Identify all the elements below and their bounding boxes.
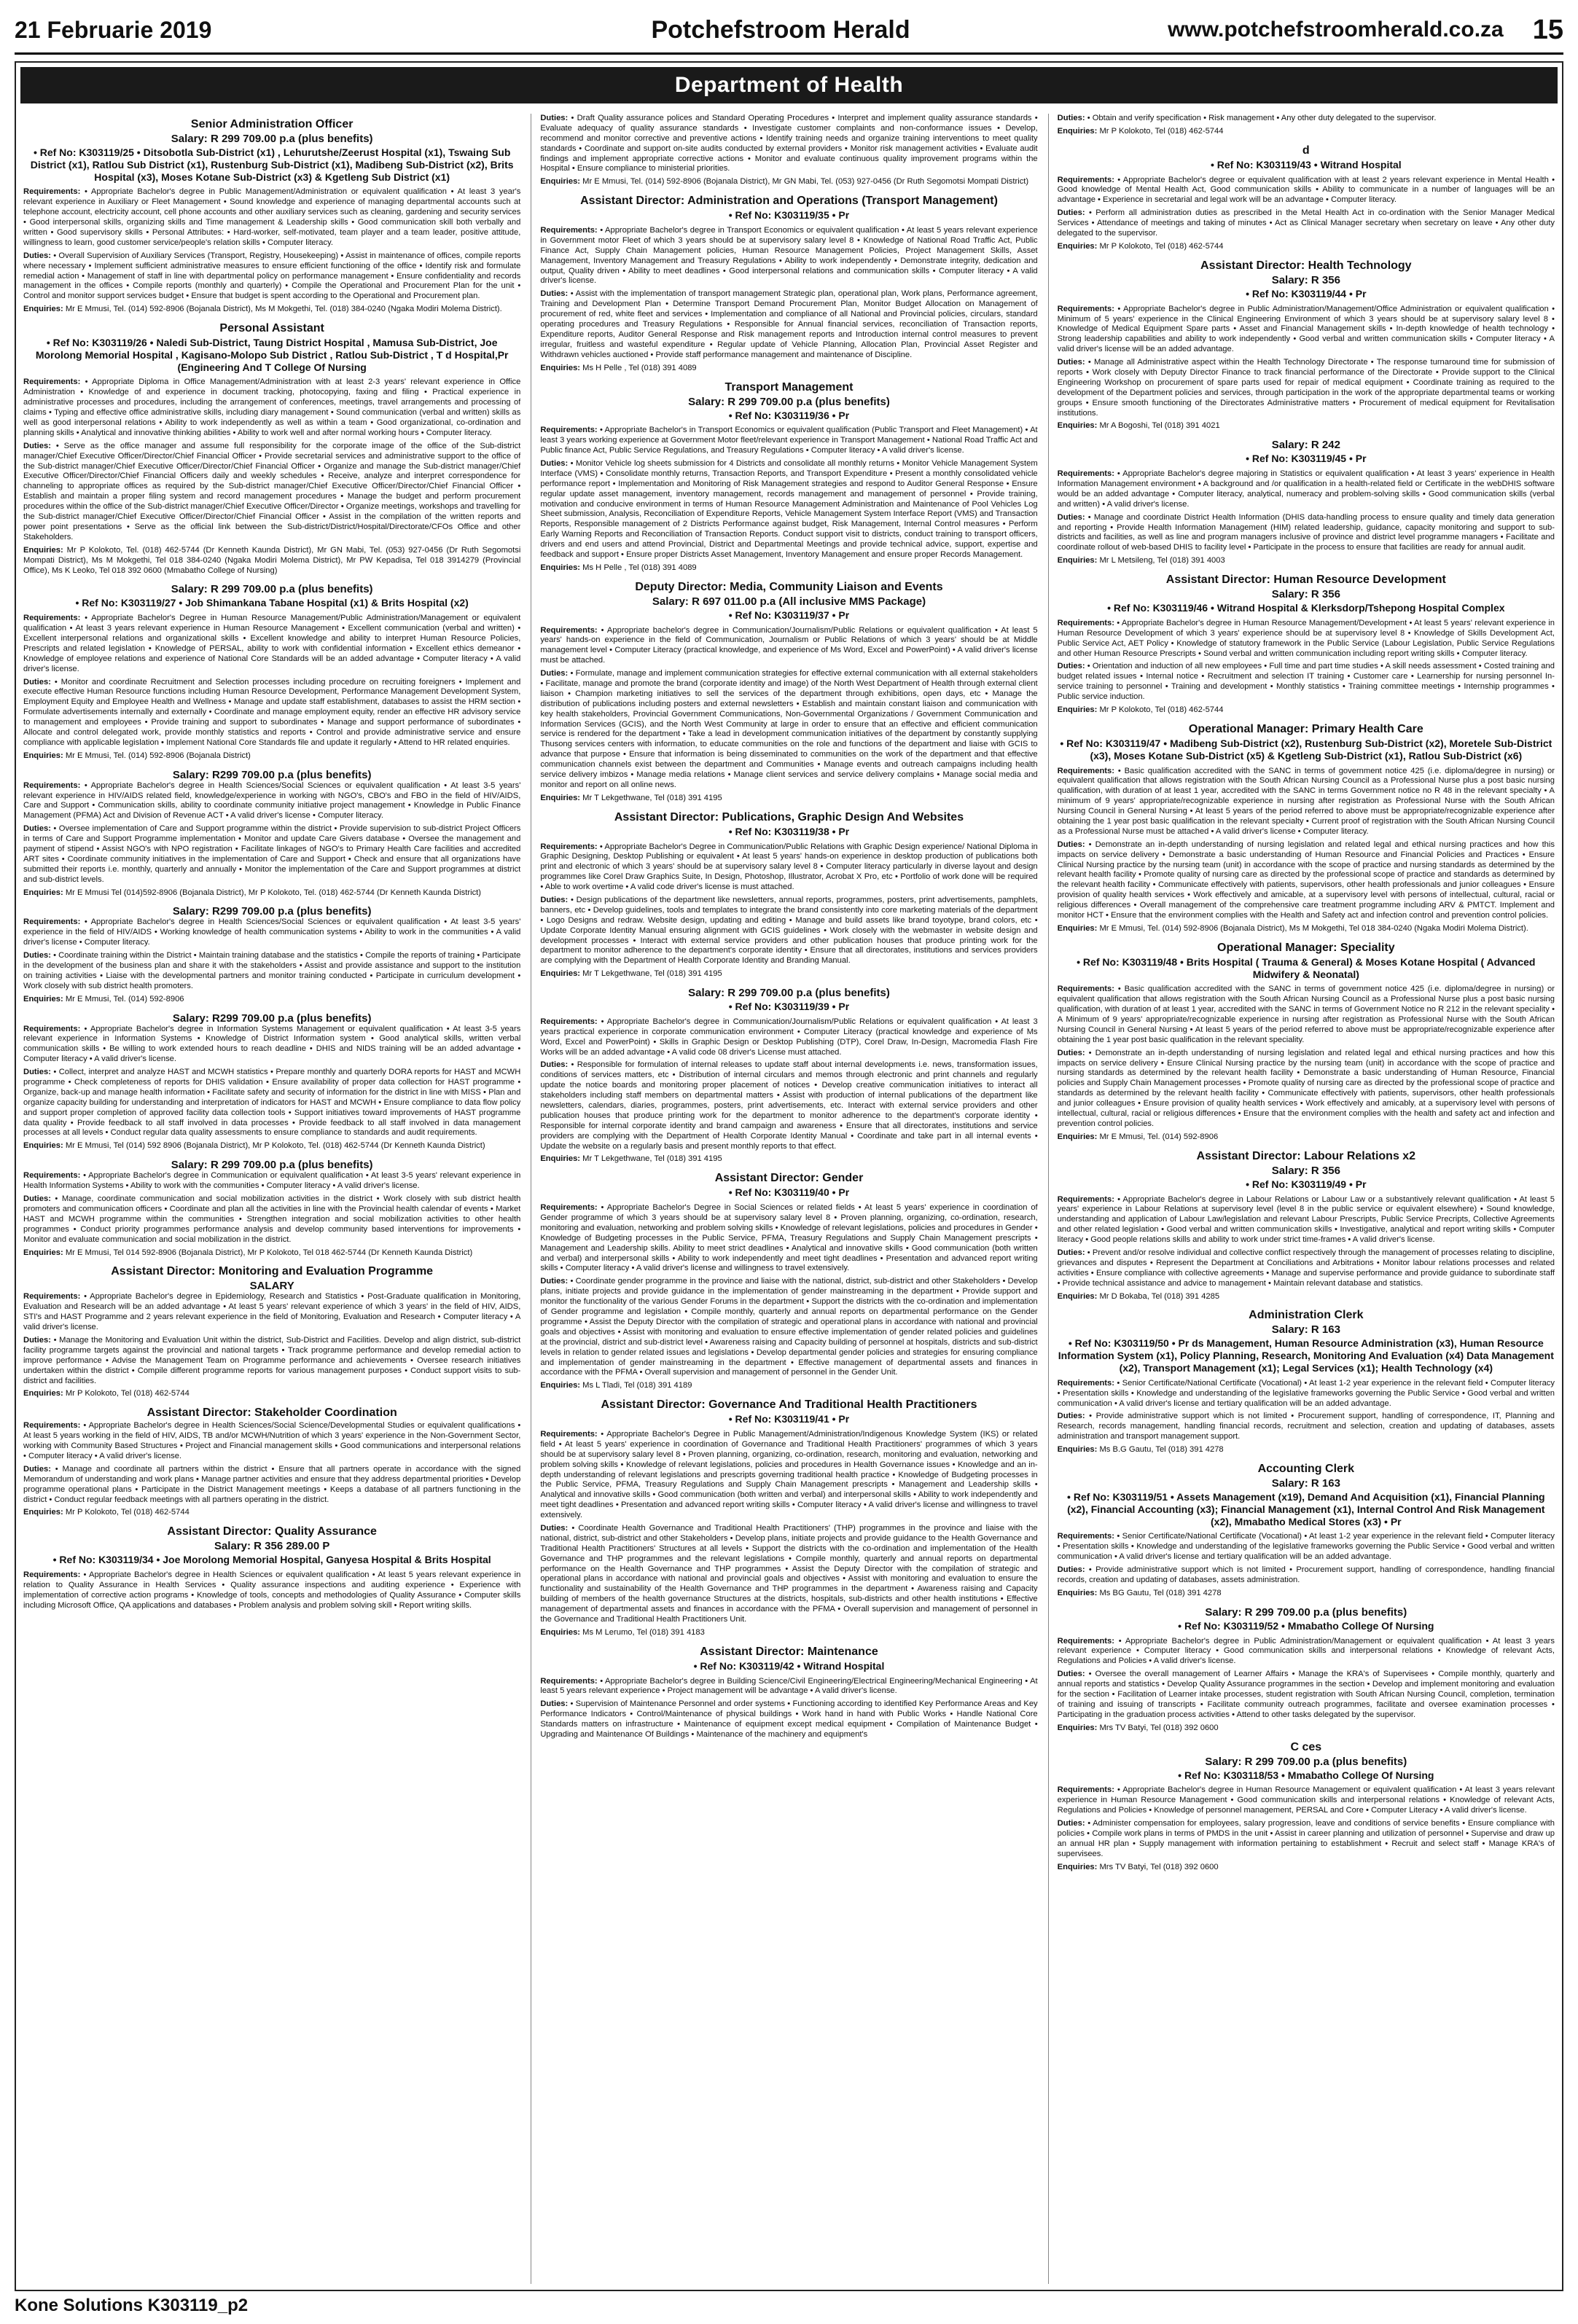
salary-line: Salary: R 299 709.00 p.a (plus benefits) bbox=[171, 583, 373, 596]
vacancy-listing bbox=[23, 769, 520, 899]
enquiries-label: Enquiries: bbox=[540, 793, 583, 802]
requirements-text: Requirements: • Appropriate Bachelor's in Transport Economics or equivalent qualification (Public Transport and Fleet Management) • At least 3 years working experience at Government Motor fleet/relevant experience in Transport Management • National Road Traffic Act and Public finance Act, Public Service Regulations, and Treasury Regulations • Computer literacy • A valid driver's license. bbox=[540, 426, 1038, 455]
duties-text: Duties: • Demonstrate an in-depth understanding of nursing legislation and related legal and ethical nursing practices and how this impacts on service delivery • Demonstrate a basic understanding of Human Resource and Financial Policies and Practices • Ensure Clinical Nursing practice by the nursing team (unit) in accordance with the scope of practice and nursing standards as determined by the relevant health facility • Promote quality of nursing care as directed by the professional scope of practice and standards as determined by the relevant health facility • Communicate effectively with patients, supervisors, other health professionals and junior colleagues • Ensure provision of quality health services • Work effectively and amicable, at a supervisory level with persons of intellectual, cultural, racial or religious differences • Overall management of the comprehensive care treatment programme including ARV & PMTCT. Implement and monitor HCT • Ensure that the environment complies with the Health and Safety act and infection control and prevention control policies. bbox=[1057, 840, 1555, 920]
enquiries-text: Enquiries: Ms BG Gautu, Tel (018) 391 4278 bbox=[1057, 1588, 1222, 1597]
post-title: Assistant Director: Maintenance bbox=[700, 1645, 878, 1658]
vacancy-listing bbox=[1058, 114, 1555, 137]
requirements-text: Requirements: • Appropriate Bachelor's degree in Information Systems Management or equivalent qualification • At least 3-5 years relevant experience in Information Systems • Knowledge of District Information system • Good analytical skills, written verbal communication skills • Be willing to work extended hours to reach deadline • DHIS and NIDS training will be an added advantage • Computer literacy • A valid driver's license. bbox=[23, 1024, 521, 1064]
reference-number: • Ref No: K303119/44 • Pr bbox=[1246, 287, 1367, 300]
issue-date: 21 Februarie 2019 bbox=[15, 16, 212, 43]
enquiries-label: Enquiries: bbox=[23, 1248, 66, 1257]
duties-label: Duties: bbox=[1057, 114, 1087, 122]
enquiries-text: Enquiries: Mr E Mmusi, Tel. (014) 592-8906 (Bojanala District), Ms M Mokgethi, Tel. (018) 384-0240 (Ngaka Modiri Molema District). bbox=[23, 305, 502, 314]
requirements-label: Requirements: bbox=[1057, 175, 1118, 184]
duties-text: Duties: • Overall Supervision of Auxiliary Services (Transport, Registry, Housekeeping) • Assist in maintenance of offices, compile reports where necessary • Implement sufficient administrative measures to ensure efficient functioning of the office • Identify risk and formulate remedial action • Management of staff in line with departmental policy on performance management • Ensure confidentiality and records management in the offices • Compile reports (monthly and quarterly) • Compile the Operational and Procurement Plan for the unit • Control and monitor support services budget • Ensure that budget is spent according to the Operational and Procurement plan. bbox=[23, 251, 521, 301]
enquiries-label: Enquiries: bbox=[540, 563, 583, 572]
reference-number: • Ref No: K303119/36 • Pr bbox=[728, 409, 850, 421]
duties-text: Duties: • Coordinate gender programme in the province and liaise with the national, district, sub-district and other Stakeholders • Develop plans, initiate projects and provide guidance in the implementation of gender mainstreaming in the department • Provide support and monitor the functionality of the various Gender Forums in the department • Support the districts with the co-ordination and implementation of Gender programme and legislation • Compile monthly, quarterly and annual reports on departmental performance on the Gender programme • Assist the Deputy Director with the compilation of strategic and operational plans in accordance with national and provincial goals and objectives • Assist with monitoring and evaluation to ensure effective implementation of gender related policies and guidelines at the provincial, district and sub-district level • Awareness raising and Capacity building of personnel at hospitals, districts and sub-district levels in relation to gender related issues and legislations • Develop departmental gender policies and strategies for ensuring compliance and implementation of gender mainstreaming in the department • Effective management of departmental assets and finances in accordance with the PFMA • Overall supervision and management of personnel in the Gender Unit. bbox=[540, 1277, 1038, 1377]
post-title: Assistant Director: Publications, Graphic Design And Websites bbox=[614, 810, 964, 823]
requirements-text: Requirements: • Appropriate Bachelor's degree in Labour Relations or Labour Law or a substantively relevant qualification • At least 5 years' experience in Labour Relations at supervisory level (level 8 in the public service or equivalent elsewhere) • Sound knowledge, understanding and application of Labour Law/legislation and relevant Labour Prescripts, Public Service Precripts, Collective Agreements and other related legislation • Good verbal and written communication skills • Investigative, analytical and report writing skills • Computer literacy • Good people relations skills and ability to work under strict time-frames • A valid driver's license. bbox=[1057, 1194, 1555, 1245]
requirements-text: Requirements: • Appropriate Diploma in Office Management/Administration with at least 2-3 years' relevant experience in Office Administration • Knowledge of and experience in document tracking, photocopying, faxing and filing • Practical experience in administrative processes and procedures, including the arrangement of conferences, meetings, travel arrangements and processing of claims • Typing and effective office administrative skills, including diary management • Sound communication (verbal and written) skills as well as good interpersonal relations • Ability to work independently as well as within a team • Good organizational, co-ordination and planning skills • Analytical and innovative thinking abilities • Ability to work well and after normal working hours • Computer literacy. bbox=[23, 377, 521, 437]
enquiries-label: Enquiries: bbox=[23, 545, 67, 555]
vacancy-listing bbox=[540, 381, 1037, 574]
vacancy-listing bbox=[540, 1172, 1037, 1391]
post-title: Assistant Director: Administration and Operations (Transport Management) bbox=[580, 195, 998, 208]
vacancy-listing bbox=[23, 905, 520, 1004]
vacancy-listing bbox=[23, 118, 520, 315]
vacancy-listing bbox=[23, 1159, 520, 1258]
requirements-label: Requirements: bbox=[1057, 469, 1117, 479]
enquiries-label: Enquiries: bbox=[540, 177, 583, 187]
requirements-text: Requirements: • Appropriate Bachelor's degree in Communication or equivalent qualification • At least 3-5 years' relevant experience in Health Information Systems • Ability to work with the communities • Computer literacy • A valid driver's license. bbox=[23, 1171, 521, 1191]
duties-text: Duties: • Formulate, manage and implement communication strategies for effective external communication with all external stakeholders • Facilitate, manage and promote the brand (corporate identity and image) of the North West Department of Health through external client liaison • Champion marketing initiatives to sell the services of the department through exhibitions, open days, etc • Manage the distribution of publications including posters and external newsletters • Establish and maintain constant liaison and communication with key health stakeholders, Provincial Government Communications, Non-Governmental Organizations / Government Communication and Information Services (GCIS), and the North West Community at large in order to ensure that an effective and efficient communication service is rendered for the department • Take a lead in development communication initiatives of the department by constantly supplying Thusong services centers with information, to educate communities on the role and functions of the department and liaise with GCIS to advance that purpose • Ensure that information is being disseminated to communities on the work of the department and that effective communication channels exist between the department and Communities • Manage events and outreach campaigns including health service delivery imbizos • Manage media relations • Manage client services and service delivery complains • Manage social media and monitor and report on all online news. bbox=[540, 669, 1038, 789]
enquiries-text: Enquiries: Ms H Pelle , Tel (018) 391 4089 bbox=[540, 363, 697, 372]
requirements-text: Requirements: • Appropriate Bachelor's Degree in Social Sciences or related fields • At least 5 years' experience in coordination of Gender programme of which 3 years should be at supervisory salary level 8 • Proven planning, organizing, co-ordination, research, monitoring and evaluation, networking and problem solving skills • Knowledge of relevant legislations, policies and procedures in Gender • Knowledge of Budgeting processes in the Public Service, PFMA, Treasury Regulations and Supply Chain Management prescripts • Management and Leadership skills. Ability to meet strict deadlines • Analytical and innovative skills • Good communication (both written and verbal) and interpersonal skills • Ability to work independently and meet tight deadlines • Presentation and advanced report writing skills • Computer literacy • A valid driver's license and willingness to travel extensively. bbox=[540, 1203, 1038, 1273]
requirements-label: Requirements: bbox=[23, 1570, 84, 1580]
vacancy-listing bbox=[540, 114, 1037, 187]
reference-number: • Ref No: K303118/53 • Mmabatho College Of Nursing bbox=[1178, 1769, 1434, 1781]
duties-text: Duties: • Manage and coordinate District Health Information (DHIS data-handling process to ensure quality and timely data generation and reporting • Provide Health Information Management (HIM) related leadership, guidance, capacity monitoring and support to sub-districts and facilities, as well as line and program managers inclusive of province and district level programme managers • Facilitate and coordinate rollout of web-based DHIS to facility level • Participate in the process to ensure that facilities are ready for annual audit. bbox=[1057, 512, 1555, 552]
duties-label: Duties: bbox=[1057, 208, 1089, 218]
enquiries-text: Enquiries: Mr E Mmusi, Tel 014 592-8906 (Bojanala District), Mr P Kolokoto, Tel 018 462-5744 (Dr Kenneth Kaunda District) bbox=[23, 1248, 473, 1257]
duties-text: Duties: • Manage all Administrative aspect within the Health Technology Directorate • The response turnaround time for submission of reports • Work closely with Deputy Director Finance to track financial performance of the Directorate • Provide support to the Clinical Engineering Workshop on procurement of spare parts used for repair of medical equipment • Coordinate training as required to the development of the Department policies and services, through participation in the work of the appropriate departmental teams or working groups • Ensure smooth functioning of the Directorates Administrative matters • Procurement of medical equipment for Revitalisation institutions. bbox=[1057, 358, 1555, 418]
salary-line: Salary: R299 709.00 p.a (plus benefits) bbox=[172, 1012, 372, 1025]
enquiries-text: Enquiries: Mr E Mmusi, Tel. (014) 592-8906 bbox=[1057, 1132, 1219, 1141]
duties-label: Duties: bbox=[1057, 358, 1088, 367]
reference-number: • Ref No: K303119/27 • Job Shimankana Tabane Hospital (x1) & Brits Hospital (x2) bbox=[75, 597, 469, 609]
requirements-text: Requirements: • Appropriate Bachelor's degree in Public Administration/Management/Office Administration or equivalent qualification • Minimum of 5 years' experience in the Clinical Engineering Environment of which 3 years should be at supervisory salary level 8 • Knowledge of Medical Equipment Spare parts • Asset and Financial Management skills • In-depth knowledge of health technology • Strong leadership capabilities and ability to work independently • Good verbal and written communication skills • Computer literacy • A valid driver's license will be an added advantage. bbox=[1057, 304, 1555, 354]
requirements-text: Requirements: • Appropriate Bachelor's degree in Health Sciences/Social Science/Developmental Studies or equivalent qualifications • At least 5 years working in the field of HIV, AIDS, TB and/or MCWH/Nutrition of which 3 years' experience in the Non-Government Sector, working with Community Based Structures • Project and Financial management skills • Good communications and interpersonal relations • Computer literacy • A valid driver's license. bbox=[23, 1421, 521, 1460]
salary-line: SALARY bbox=[249, 1280, 294, 1293]
salary-line: Salary: R 163 bbox=[1271, 1323, 1340, 1337]
requirements-text: Requirements: • Appropriate Bachelor's degree in Communication/Journalism/Public Relations or equivalent qualification • At least 3 years practical experience in corporate communication environment • Computer Literacy (practical knowledge and experience of Ms Word, Excel and PowerPoint) • Skills in Graphic Design or Desktop Publishing (DTP), Corel Draw, In-Design, Macromedia Flash Fire Works will be an added advantage • A valid code 08 driver's License must attached. bbox=[540, 1017, 1038, 1057]
salary-line: Salary: R 356 bbox=[1271, 1164, 1340, 1177]
vacancy-listing bbox=[1058, 942, 1555, 1143]
salary-line: Salary: R 299 709.00 p.a (plus benefits) bbox=[688, 987, 890, 1000]
enquiries-label: Enquiries: bbox=[540, 1154, 583, 1164]
duties-label: Duties: bbox=[1057, 1670, 1089, 1679]
enquiries-label: Enquiries: bbox=[1057, 1132, 1100, 1141]
enquiries-label: Enquiries: bbox=[23, 1389, 66, 1398]
enquiries-label: Enquiries: bbox=[1057, 1723, 1100, 1732]
reference-number: • Ref No: K303119/37 • Pr bbox=[728, 609, 850, 621]
enquiries-label: Enquiries: bbox=[540, 1627, 583, 1637]
vacancy-listing bbox=[23, 583, 520, 761]
post-title: Senior Administration Officer bbox=[190, 118, 354, 130]
reference-number: • Ref No: K303119/43 • Witrand Hospital bbox=[1210, 158, 1402, 171]
vacancy-listing bbox=[540, 987, 1037, 1165]
requirements-text: Requirements: • Appropriate Bachelor's degree in Health Sciences or equivalent qualification • At least 5 years relevant experience in relation to Quality Assurance in Health Services • Quality assurance inspections and auditing experience • Experience with implementation of corrective action programs • Knowledge of tools, concepts and methodologies of Quality Assurance • Computer skills including Microsoft Office, QA applications and databases • Problem analysis and problem solving skill • Report writing skills. bbox=[23, 1570, 521, 1610]
vacancy-listing bbox=[23, 1265, 520, 1399]
requirements-label: Requirements: bbox=[540, 842, 600, 851]
duties-text: Duties: • Responsible for formulation of internal releases to update staff about internal developments i.e. news, transformation issues, conditions of services matters, etc • Distribution of internal circulars and memos through electronic and print channels and regularly update the notice boards and monitoring proper placement of notices • Develop creative communication initiatives to interact all stakeholders including staff members on departmental matters • Assist with production of internal publications of the department like newsletters, calendars, diaries, programmes, posters, print advertisements, etc. Interact with external service providers and other publication houses that produce printing work for the department to monitor adherence to the department's corporate identity • Responsible for internal corporate identity and brand campaign and awareness • Ensure that all directorates, institutions and service providers are complying with the Department of Health Corporate Identity Manual • Coordinate and take part in all internal events • Update the website on a regularly basis and present monthly reports to that effect. bbox=[540, 1060, 1038, 1151]
vacancy-listing bbox=[540, 1646, 1037, 1740]
reference-number: • Ref No: K303119/42 • Witrand Hospital bbox=[693, 1659, 885, 1672]
enquiries-text: Enquiries: Mr A Bogoshi, Tel (018) 391 4021 bbox=[1057, 421, 1220, 431]
duties-label: Duties: bbox=[1057, 1248, 1087, 1257]
enquiries-text: Enquiries: Mrs TV Batyi, Tel (018) 392 0600 bbox=[1057, 1862, 1219, 1871]
post-title: Assistant Director: Health Technology bbox=[1200, 259, 1412, 272]
requirements-label: Requirements: bbox=[1057, 985, 1118, 994]
salary-line: Salary: R 299 709.00 p.a (plus benefits) bbox=[1205, 1755, 1407, 1768]
requirements-label: Requirements: bbox=[23, 1171, 84, 1181]
duties-label: Duties: bbox=[540, 289, 571, 299]
reference-number: • Ref No: K303119/52 • Mmabatho College Of Nursing bbox=[1178, 1619, 1434, 1632]
duties-text: Duties: • Perform all administration duties as prescribed in the Metal Health Act in co-ordination with the Senior Manager Medical Services • Attendance of meetings and taking of minutes • Act as Clinical Manager secretary when secretary on leave • Any other duty delegated to the supervisor. bbox=[1057, 208, 1555, 238]
requirements-text: Requirements: • Basic qualification accredited with the SANC in terms of government notice 425 (i.e. diploma/degree in nursing) or equivalent qualification that allows registration with the South African Nursing Council as a Professional Nurse plus a post basic nursing qualification, with duration of at least 1 year, accredited with the SANC in terms Government notice no R 48 in the relevant specialty • A minimum of 9 years' appropriate/recognizable experience in nursing after registration as Professional Nurse with the South African Nursing Council in General Nursing • At least 5 years of the period referred to above must be appropriate/recognizable experience after obtaining the 1 year post basic qualification in the relevant specialty • Current proof of registration with the South African Nursing Council as a Professional Nurse must be attached • A valid driver's license • Computer literacy. bbox=[1057, 766, 1555, 836]
enquiries-label: Enquiries: bbox=[1057, 705, 1100, 715]
enquiries-text: Enquiries: Mr P Kolokoto, Tel (018) 462-5744 bbox=[23, 1508, 190, 1517]
enquiries-text: Enquiries: Mr T Lekgethwane, Tel (018) 391 4195 bbox=[540, 1154, 722, 1164]
enquiries-label: Enquiries: bbox=[23, 751, 66, 760]
enquiries-text: Enquiries: Mrs TV Batyi, Tel (018) 392 0600 bbox=[1057, 1723, 1219, 1732]
post-title: Deputy Director: Media, Community Liaison and Events bbox=[635, 580, 943, 593]
enquiries-text: Enquiries: Mr P Kolokoto, Tel (018) 462-5744 bbox=[1057, 705, 1224, 715]
duties-text: Duties: • Collect, interpret and analyze HAST and MCWH statistics • Prepare monthly and quarterly DORA reports for HAST and MCWH programme • Check completeness of reports for DHIS validation • Ensure availability of proper data collection for HAST programme • Organize, back-up and manage health information • Facilitate safety and security of information for the district in line with MISS • Plan and organize capacity building for understanding and interpretation of indicators for HAST and MCWH • Ensure compliance to data flow policy and support proper completion of approved facility data collection tools • Support initiatives toward improvements of HAST programme data quality • Provide feedback to all staff involved in data processes • Provide feedback to all staff involved in data management processes at all levels • Conduct regular data quality assessments to ensure compliance to standards and audit requirements. bbox=[23, 1068, 521, 1138]
duties-text: Duties: • Manage the Monitoring and Evaluation Unit within the district, Sub-District and Facilities. Develop and align district, sub-district facility programme targets against the provincial and national targets • Track programme performance and develop remedial action to improve performance • Advise the Management Team on Programme performance and achievements • Oversee research initiatives undertaken within the district • Compile different programme reports for various management purposes • Conduct support visits to sub-district and facilities. bbox=[23, 1335, 521, 1385]
requirements-label: Requirements: bbox=[1057, 1785, 1117, 1795]
salary-line: Salary: R 697 011.00 p.a (All inclusive MMS Package) bbox=[652, 595, 926, 608]
requirements-label: Requirements: bbox=[23, 1292, 85, 1302]
requirements-label: Requirements: bbox=[540, 1676, 601, 1686]
salary-line: Salary: R 242 bbox=[1271, 439, 1340, 452]
duties-label: Duties: bbox=[23, 251, 54, 260]
post-title: d bbox=[1302, 144, 1310, 157]
requirements-label: Requirements: bbox=[1057, 304, 1118, 313]
duties-text: Duties: • Manage, coordinate communication and social mobilization activities in the district • Work closely with sub district health promoters and communication officers • Coordinate and plan all the activities in line with the Provincial health calendar of events • Market HAST and MCWH programme within the communities • Strengthen integration and social mobilization activities to other health programmes • Conduct priority programmes performance analysis and develop community based interventions for improvements • Monitor and evaluate communication and social mobilization in the district. bbox=[23, 1194, 521, 1244]
duties-text: Duties: • Demonstrate an in-depth understanding of nursing legislation and related legal and ethical nursing practices and how this impacts on service delivery • Ensure Clinical Nursing practice by the nursing team (unit) in accordance with the scope of practice and nursing standards as determined by the relevant health facility • Demonstrate a basic understanding of Human Resource, Financial policies and Supply Chain Management processes • Promote quality of nursing care as directed by the professional scope of practice and standards as determined by the relevant health facility • Communicate effectively with patients, supervisors, other health professionals and junior colleagues • Ensure provision of quality health services • Work effectively and amicably, at a supervisory level with persons of intellectual, cultural, racial or religious differences • Ensure that the environment complies with the health and safety act and infection and prevention control policies. bbox=[1057, 1048, 1555, 1128]
duties-label: Duties: bbox=[23, 951, 54, 960]
column-1 bbox=[23, 114, 520, 2284]
requirements-text: Requirements: • Appropriate Bachelor's degree in Building Science/Civil Engineering/Electrical Engineering/Mechanical Engineering • At least 5 years relevant experience • Project management will be advantage • A valid driver's license. bbox=[540, 1676, 1038, 1696]
duties-label: Duties: bbox=[23, 441, 56, 450]
duties-label: Duties: bbox=[540, 895, 571, 904]
requirements-text: Requirements: • Appropriate Bachelor's degree in Health Sciences/Social Sciences or equivalent qualification • At least 3-5 years' experience in the field of HIV/AIDS • Working knowledge of health communication systems • Ability to work in the communities • A valid driver's license • Computer literacy. bbox=[23, 918, 521, 947]
vacancy-listing bbox=[23, 322, 520, 576]
requirements-label: Requirements: bbox=[540, 226, 601, 235]
requirements-text: Requirements: • Appropriate Bachelor's degree in Human Resource Management/Development • At least 5 years' relevant experience in Human Resource Development of which 3 years' experience should be at supervisory level 8 • Knowledge of Skills Development Act, Public Service Act, AET Policy • Knowledge of statutory framework in the Public Service (Labour Legislation, Public Service Regulations and other Human Resource Prescripts • Sound verbal and written communication including report writing skills • Computer literacy. bbox=[1057, 618, 1555, 658]
enquiries-text: Enquiries: Mr P Kolokoto, Tel (018) 462-5744 bbox=[1057, 126, 1224, 136]
requirements-label: Requirements: bbox=[1057, 1532, 1117, 1541]
vacancy-listing bbox=[540, 195, 1037, 373]
salary-line: Salary: R299 709.00 p.a (plus benefits) bbox=[172, 768, 372, 781]
requirements-label: Requirements: bbox=[540, 625, 601, 635]
salary-line: Salary: R 163 bbox=[1271, 1477, 1340, 1490]
duties-text: Duties: • Assist with the implementation of transport management Strategic plan, operational plan, Work plans, Performance agreement, Training and Development Plan • Determine Transport Demand Procurement Plan, Monitor Budget Allocation on Management of procurement of red, white fleet and services • Implementation and compliance of all National and Provincial policies, circulars, standard operating procedures and Treasury Regulations • Responsible for Annual financial services, reconciliation of Transaction reports, Expenditure reports, Auditor General Response and Risk management reports and Introduction internal control measures to prevent irregular, fruitless and wasteful expenditure • Regular update of Vehicle Planning, Allocation Plan, Provincial Asset Register and Withdrawn vehicles auctioned • Provide staff performance management and maintenance of Discipline. bbox=[540, 289, 1038, 359]
post-title: C ces bbox=[1290, 1740, 1322, 1753]
enquiries-text: Enquiries: Mr E Mmusi, Tel (014) 592 8906 (Bojanala District), Mr P Kolokoto, Tel. (018) 462-5744 (Dr Kenneth Kaunda District) bbox=[23, 1141, 485, 1151]
duties-label: Duties: bbox=[540, 1699, 571, 1709]
requirements-label: Requirements: bbox=[540, 1429, 601, 1439]
duties-text: Duties: • Orientation and induction of all new employees • Full time and part time studies • A skill needs assessment • Costed training and budget related issues • Internal notice • Recruitment and selection IT training • Customer care • Learnership for nursing personnel In-service training to personnel • Training and development • Monthly statistics • Training committee meetings • Internship programmes • Public service induction. bbox=[1057, 662, 1555, 702]
reference-number: • Ref No: K303119/38 • Pr bbox=[728, 825, 850, 837]
enquiries-label: Enquiries: bbox=[1057, 556, 1100, 566]
duties-text: Duties: • Oversee the overall management of Learner Affairs • Manage the KRA's of Supervisees • Compile monthly, quarterly and annual reports and statistics • Develop Quality Assurance programmes in the section • Develop and implement monitoring and evaluation for the section • Facilitation of Learner intake processes, student registration with South African Nursing Council, completion, termination of training and issuing of transcripts • Facilitate community outreach programmes, facilitate and oversee examination processes • Participating in the graduation process activities • Attend to other tasks delegated by the supervisor. bbox=[1057, 1670, 1555, 1719]
reference-number: • Ref No: K303119/35 • Pr bbox=[728, 209, 850, 222]
duties-label: Duties: bbox=[540, 1060, 571, 1070]
vacancy-listing bbox=[1058, 439, 1555, 566]
vacancy-listing bbox=[23, 1525, 520, 1611]
vacancy-listing bbox=[1058, 1463, 1555, 1599]
duties-label: Duties: bbox=[23, 1068, 54, 1077]
salary-line: Salary: R 299 709.00 p.a (plus benefits) bbox=[171, 133, 373, 145]
requirements-text: Requirements: • Appropriate Bachelor's degree in Transport Economics or equivalent qualification • At least 5 years relevant experience in Government motor Fleet of which 3 years should be at supervisory salary level 8 • Knowledge of National Road Traffic Act, Public Finance Act, Supply Chain Management policies, Human Resource Management Policies, Project Management Skills, Asset Management, Inventory Management and Treasury Regulations • Ability to work independently • Demonstrate integrity, dedication and output, Quality driven • Ability to meet deadlines • Good interpersonal relations and communication skills • Computer literacy • A valid driver's license. bbox=[540, 226, 1038, 286]
duties-label: Duties: bbox=[1057, 662, 1087, 671]
footer-code: Kone Solutions K303119_p2 bbox=[15, 2296, 249, 2315]
duties-label: Duties: bbox=[540, 669, 571, 678]
duties-label: Duties: bbox=[1057, 1048, 1089, 1057]
vacancy-listing bbox=[1058, 1150, 1555, 1302]
post-title: Assistant Director: Labour Relations x2 bbox=[1196, 1149, 1416, 1162]
duties-text: Duties: • Provide administrative support which is not limited • Procurement support, handling of correspondence, handling financial records, creation and updating of databases, assets administration. bbox=[1057, 1565, 1555, 1584]
duties-label: Duties: bbox=[540, 1523, 572, 1533]
page-number: 15 bbox=[1532, 14, 1563, 45]
salary-line: Salary: R 356 bbox=[1271, 588, 1340, 601]
enquiries-label: Enquiries: bbox=[1057, 1445, 1100, 1455]
reference-number: • Ref No: K303119/51 • Assets Management (x19), Demand And Acquisition (x1), Financial Planning (x2), Financial Accounting (x3); Financial Management (x1), Internal Control And Risk Management (x2), Mmabatho Medical Stores (x3) • Pr bbox=[1067, 1491, 1545, 1527]
requirements-text: Requirements: • Appropriate Bachelor's Degree in Communication/Public Relations with Graphic Design experience/ National Diploma in Graphic Designing, Desktop Publishing or equivalent • At least 5 years' hands-on experience in desktop production of publications both print and electronic of which 3 years' should be at supervisory salary level 8 • Computer literacy particularly in diverse layout and design programmes like Corel Draw Graphics Suite, In Design, Photoshop, Illustrator, Acrobat X Pro, etc • Portfolio of work done will be required • Able to work overtime • A valid code driver's license is must attached. bbox=[540, 842, 1038, 892]
requirements-text: Requirements: • Appropriate Bachelor's degree in Public Administration/Management or equivalent qualification • At least 3 years relevant experience • Computer literacy • Good communication skills and interpersonal relations • Knowledge of relevant Acts, Regulations and Policies • A valid driver's license. bbox=[1057, 1636, 1555, 1666]
requirements-label: Requirements: bbox=[1057, 1378, 1117, 1388]
duties-label: Duties: bbox=[540, 114, 571, 122]
duties-text: Duties: • Monitor and coordinate Recruitment and Selection processes including procedure on recruiting foreigners • Implement and execute effective Human Resource functions including Human Resource Development, Performance Management Development System, Employment Equity and Employee Health and Wellness • Manage and update staff establishment, databases to assist the HRM section • Formulate advertisements internally and externally • Coordinate and manage employment equity, render an effective HR advisory service to management and employees • Provide training and support to subordinates • Manage and support performance of subordinates • Allocate and control delegated work, provide monthly statistics and reports • Control and provide administrative service and ensure compliance with applicable legislation • Implement National Core Standards file and update it regularly • Attend to HR related enquiries. bbox=[23, 677, 521, 747]
requirements-label: Requirements: bbox=[540, 1017, 601, 1026]
duties-label: Duties: bbox=[1057, 1565, 1089, 1575]
enquiries-text: Enquiries: Mr T Lekgethwane, Tel (018) 391 4195 bbox=[540, 969, 722, 979]
duties-label: Duties: bbox=[23, 1194, 55, 1204]
requirements-label: Requirements: bbox=[23, 780, 85, 790]
requirements-label: Requirements: bbox=[23, 187, 85, 197]
requirements-text: Requirements: • Appropriate Bachelor's degree in Public Management/Administration or equivalent qualification • At least 3 year's relevant experience in Auxiliary or Fleet Management • Sound knowledge and experience of managing departmental accounts such at telephone account, electricity account, cell phone accounts and other auxiliary services such as cleaning, gardening and security services • Good interpersonal skills, organizing skills and Time management & Leadership skills • Good communication skill both verbally and written • Good supervisory skills • Personal Attributes: • Hard-worker, self-motivated, team player and a team leader, positive attitude, willingness to learn, good customer service/people's relation skills • Computer literacy. bbox=[23, 187, 521, 247]
vacancy-listing bbox=[1058, 144, 1555, 252]
reference-number: • Ref No: K303119/34 • Joe Morolong Memorial Hospital, Ganyesa Hospital & Brits Hospital bbox=[52, 1554, 491, 1566]
requirements-text: Requirements: • Appropriate Bachelor's degree majoring in Statistics or equivalent qualification • At least 3 years' experience in Health Information Management environment • A background and /or qualification in a health-related field or Certificate in the webDHIS software would be an added advantage • Computer literacy, analytical, numeracy and problem-solving skills • Good communication skills (verbal and written) • A valid driver's license. bbox=[1057, 469, 1555, 509]
requirements-label: Requirements: bbox=[23, 918, 85, 927]
reference-number: • Ref No: K303119/46 • Witrand Hospital & Klerksdorp/Tshepong Hospital Complex bbox=[1107, 602, 1505, 614]
requirements-label: Requirements: bbox=[23, 377, 85, 387]
duties-label: Duties: bbox=[23, 677, 55, 686]
post-title: Accounting Clerk bbox=[1257, 1463, 1355, 1476]
newspaper-masthead bbox=[15, 7, 1563, 55]
requirements-text: Requirements: • Appropriate bachelor's degree in Communication/Journalism/Public Relations or equivalent qualification • At least 5 years' hands-on experience in the field of Communication, Journalism or Public Relations of which 3 years' should be at Middle management level • Computer Literacy (practical knowledge, and experience of Ms Word, Excel and PowerPoint) • A valid driver's license must be attached. bbox=[540, 625, 1038, 665]
duties-text: Duties: • Draft Quality assurance polices and Standard Operating Procedures • Interpret and implement quality assurance standards • Evaluate adequacy of quality assurance standards • Investigate customer complaints and non-conformance issues • Develop, recommend and monitor corrective and preventive actions • Identify training needs and organize training interventions to meet quality standards • Coordinate and support on-site audits conducted by external providers • Monitor risk management activities • Evaluate audit findings and implement appropriate corrective actions • Monitor and evaluate continuous quality improvement programs within the Hospital • Ensure compliance to ministerial priorities. bbox=[540, 114, 1038, 173]
duties-text: Duties: • Prevent and/or resolve individual and collective conflict respectively through the management of processes relating to discipline, grievances and disputes • Represent the Department at Conciliations and Arbitrations • Monitor labour relations processes and related activities • Ensure compliance with collective agreements • Manage and supervise performance and provide guidance to subordinate staff • Provide technical assistance and advice to management • Maintain relevant database and statistics. bbox=[1057, 1248, 1555, 1288]
enquiries-label: Enquiries: bbox=[540, 969, 583, 979]
duties-label: Duties: bbox=[1057, 1819, 1088, 1828]
enquiries-text: Enquiries: Mr L Metsileng, Tel (018) 391 4003 bbox=[1057, 556, 1225, 566]
newspaper-name: Potchefstroom Herald bbox=[651, 15, 910, 44]
requirements-text: Requirements: • Appropriate Bachelor's Degree in Public Management/Administration/Indigenous Knowledge System (IKS) or related field • At least 5 years' experience in coordination of Governance and Traditional Health Practitioners' programmes of which 3 years should be at supervisory salary level 8 • Proven planning, organizing, co-ordination, research, monitoring and evaluation, networking and problem solving skills • Knowledge of relevant legislations, policies and procedures in Health Governance issues • Knowledge and an in-depth understanding of relevant legislations and prescripts governing traditional health practice • Knowledge of Budgeting processes in the Public Service, PFMA, Treasury Regulations and Supply Chain Management prescripts • Management and Leadership skills • Analytical and innovative skills • Good communication (both written and verbal) and interpersonal skills • Ability to work independently and meet tight deadlines • Presentation and advanced report writing skills • Computer literacy • A valid driver's license and willingness to travel extensively. bbox=[540, 1429, 1038, 1520]
enquiries-label: Enquiries: bbox=[1057, 421, 1100, 431]
enquiries-text: Enquiries: Ms L Tladi, Tel (018) 391 4189 bbox=[540, 1381, 692, 1390]
salary-line: Salary: R 356 289.00 P bbox=[214, 1540, 330, 1553]
enquiries-text: Enquiries: Ms B.G Gautu, Tel (018) 391 4278 bbox=[1057, 1445, 1224, 1455]
requirements-label: Requirements: bbox=[23, 614, 85, 623]
reference-number: • Ref No: K303119/41 • Pr bbox=[728, 1413, 850, 1425]
vacancy-listing bbox=[23, 1406, 520, 1518]
duties-text: Duties: • Coordinate training within the District • Maintain training database and the statistics • Compile the reports of training • Participate in the development of the business plan and share it with the stakeholders • Assist and provide assistance and support to the institution on training activities • Liaise with the developmental partners and monitor training conducted • Participate in curriculum development • Work closely with sub district health promoters. bbox=[23, 951, 521, 990]
salary-line: Salary: R 299 709.00 p.a (plus benefits) bbox=[688, 395, 890, 408]
requirements-label: Requirements: bbox=[1057, 766, 1118, 775]
post-title: Operational Manager: Primary Health Care bbox=[1188, 722, 1423, 735]
duties-label: Duties: bbox=[1057, 512, 1088, 522]
post-title: Transport Management bbox=[724, 380, 854, 394]
enquiries-label: Enquiries: bbox=[1057, 923, 1100, 933]
duties-text: Duties: • Supervision of Maintenance Personnel and order systems • Functioning according to identified Key Performance Areas and Key Performance Indicators • Control/Maintenance of physical buildings • Work hand in hand with Public Works • Handle National Core Standards matters on infrastructure • Maintenance of equipment except medical equipment • Compilation of Maintenance Budget • Upgrading and Maintenance Of Buildings • Maintenance of the machinery and equipment's bbox=[540, 1699, 1038, 1740]
duties-label: Duties: bbox=[23, 824, 54, 834]
enquiries-text: Enquiries: Mr P Kolokoto, Tel (018) 462-5744 bbox=[23, 1389, 190, 1398]
requirements-label: Requirements: bbox=[23, 1024, 85, 1033]
enquiries-label: Enquiries: bbox=[23, 1508, 66, 1517]
vacancy-listing bbox=[1058, 723, 1555, 934]
reference-number: • Ref No: K303119/48 • Brits Hospital ( Trauma & General) & Moses Kotane Hospital ( Advanced Midwifery & Neonatal) bbox=[1077, 955, 1536, 980]
enquiries-label: Enquiries: bbox=[1057, 1862, 1100, 1871]
reference-number: • Ref No: K303119/26 • Naledi Sub-District, Taung District Hospital , Mamusa Sub-District, Joe Morolong Memorial Hospital , Kagisano-Molopo Sub District , Ratlou Sub-District , T d Hospital,Pr (Engineering And T College Of Nursing bbox=[35, 337, 509, 373]
reference-number: • Ref No: K303119/49 • Pr bbox=[1246, 1178, 1367, 1190]
department-banner: Department of Health bbox=[20, 67, 1558, 103]
duties-text: Duties: • Provide administrative support which is not limited • Procurement support, handling of correspondence, IT, Planning and Research, records management, handling financial records, recruitment and selection, creation and updating of databases, assets administration and transport management support. bbox=[1057, 1412, 1555, 1441]
enquiries-text: Enquiries: Mr E Mmusi Tel (014)592-8906 (Bojanala District), Mr P Kolokoto, Tel. (018) 462-5744 (Dr Kenneth Kaunda District) bbox=[23, 888, 482, 897]
post-title: Assistant Director: Monitoring and Evaluation Programme bbox=[111, 1265, 434, 1278]
duties-label: Duties: bbox=[1057, 840, 1089, 849]
advert-frame bbox=[15, 61, 1563, 2291]
enquiries-text: Enquiries: Mr E Mmusi, Tel. (014) 592-8906 (Bojanala District), Ms M Mokgethi, Tel 018 384-0240 (Ngaka Modiri Molema District). bbox=[1057, 923, 1528, 933]
duties-label: Duties: bbox=[23, 1464, 55, 1474]
vacancy-listing bbox=[540, 1398, 1037, 1638]
enquiries-text: Enquiries: Mr E Mmusi, Tel. (014) 592-8906 (Bojanala District), Mr GN Mabi, Tel. (053) 927-0456 (Dr Ruth Segomotsi Mompati District) bbox=[540, 177, 1029, 187]
salary-line: Salary: R299 709.00 p.a (plus benefits) bbox=[172, 905, 372, 918]
duties-text: Duties: • Administer compensation for employees, salary progression, leave and conditions of service benefits • Ensure compliance with policies • Compile work plans in terms of PMDS in the unit • Assist in career planning and utilization of personnel • Supervise and draw up an annual HR plan • Supply management with information pertaining to establishment • Recruit and select staff • Manage KRA's of supervisees. bbox=[1057, 1819, 1555, 1858]
enquiries-text: Enquiries: Mr E Mmusi, Tel. (014) 592-8906 bbox=[23, 994, 184, 1003]
vacancy-listing bbox=[540, 811, 1037, 979]
duties-text: Duties: • Coordinate Health Governance and Traditional Health Practitioners' (THP) programmes in the province and liaise with the national, district, sub-district and other Stakeholders • Develop plans, initiate projects and provide guidance to the Health Governance and Traditional Health Practitioners' Structures at all levels • Support the districts with the co-ordination and implementation of the Health Governance and THP programmes and the relevant legislations • Compile monthly, quarterly and annual reports on departmental performance on the Health Governance and THP programmes • Assist the Deputy Director with the compilation of strategic and operational plans in accordance with national and provincial goals and objectives • Assist with monitoring and evaluation to ensure the functionality and sustainability of the Health Governance and THP programmes in the department • Awareness raising and Capacity building of members of the health governance Structures at the districts, hospitals, sub-districts and other health institutions • Effective management of departmental assets and finances in accordance with the PFMA • Overall supervision and management of personnel in the Governance and Traditional Health Practitioners Unit. bbox=[540, 1523, 1038, 1624]
enquiries-text: Enquiries: Mr E Mmusi, Tel. (014) 592-8906 (Bojanala District) bbox=[23, 751, 251, 760]
requirements-label: Requirements: bbox=[23, 1421, 84, 1431]
enquiries-text: Enquiries: Ms H Pelle , Tel (018) 391 4089 bbox=[540, 563, 697, 572]
post-title: Assistant Director: Governance And Traditional Health Practitioners bbox=[601, 1398, 977, 1412]
duties-text: Duties: • Manage and coordinate all partners within the district • Ensure that all partners operate in accordance with the signed Memorandum of understanding and work plans • Manage partner activities and ensure that they address departmental priorities • Develop programme operational plans • Participate in the District Management meetings • Keeps a database of all partners functioning in the district • Conduct regular feedback meetings with all partners operating in the district. bbox=[23, 1464, 521, 1504]
salary-line: Salary: R 299 709.00 p.a (plus benefits) bbox=[1205, 1605, 1407, 1619]
reference-number: • Ref No: K303119/40 • Pr bbox=[728, 1186, 850, 1199]
post-title: Assistant Director: Gender bbox=[714, 1172, 864, 1185]
requirements-label: Requirements: bbox=[540, 426, 600, 435]
post-title: Assistant Director: Human Resource Development bbox=[1165, 574, 1446, 587]
post-title: Administration Clerk bbox=[1249, 1309, 1364, 1322]
duties-label: Duties: bbox=[540, 458, 571, 468]
requirements-text: Requirements: • Appropriate Bachelor's degree in Health Sciences/Social Sciences or equivalent qualification • At least 3-5 years' relevant experience in HIV/AIDS related field, knowledge/experience in working with NGO's, CBO's and FBO in the field of HIV/AIDS, Care and Support • Communication skills, ability to coordinate community initiative project management • Knowledge in Public Finance Management (PFMA) Act and Division of Revenue ACT • A valid driver's license • Computer literacy. bbox=[23, 780, 521, 821]
salary-line: Salary: R 299 709.00 p.a (plus benefits) bbox=[171, 1159, 373, 1172]
requirements-text: Requirements: • Senior Certificate/National Certificate (Vocational) • At least 1-2 year experience in the relevant field • Computer literacy • Presentation skills • Knowledge and understanding of the legislative frameworks governing the Public Service • Good verbal and written communication • A valid driver's license and tertiary qualification will be an added advantage. bbox=[1057, 1378, 1555, 1408]
column-2 bbox=[531, 114, 1037, 2284]
enquiries-label: Enquiries: bbox=[23, 305, 66, 314]
enquiries-label: Enquiries: bbox=[1057, 126, 1100, 136]
vacancy-listing bbox=[1058, 259, 1555, 431]
requirements-text: Requirements: • Senior Certificate/National Certificate (Vocational) • At least 1-2 year experience in the relevant field • Computer literacy • Presentation skills • Knowledge and understanding of the legislative frameworks governing the Public Service • Good verbal and written communication • A valid driver's license and tertiary qualification will be an added advantage. bbox=[1057, 1532, 1555, 1562]
enquiries-label: Enquiries: bbox=[1057, 241, 1100, 251]
duties-label: Duties: bbox=[540, 1277, 571, 1286]
reference-number: • Ref No: K303119/39 • Pr bbox=[728, 1001, 850, 1013]
post-title: Operational Manager: Speciality bbox=[1217, 941, 1395, 954]
vacancy-listing bbox=[1058, 1606, 1555, 1734]
enquiries-text: Enquiries: Mr T Lekgethwane, Tel (018) 391 4195 bbox=[540, 793, 722, 802]
vacancy-listing bbox=[23, 1012, 520, 1152]
vacancy-listing bbox=[540, 581, 1037, 804]
reference-number: • Ref No: K303119/50 • Pr ds Management, Human Resource Administration (x3), Human Resource Information System (x1), Policy Planning, Research, Monitoring And Evaluation (x4) Data Management (x2), Transport Management (x1); Legal Services (x1); Health Technology (x4) bbox=[1058, 1337, 1554, 1374]
requirements-text: Requirements: • Basic qualification accredited with the SANC in terms of government notice 425 (i.e. diploma/degree in nursing) or equivalent qualification that allows registration with the South African Nursing Council as a Professional Nurse plus a post basic nursing qualification, with duration of at least 1 year, accredited with the SANC in terms of Government Notice no R 212 in the relevant speciality • A Minimum of 9 years' appropriate/recognizable experience in nursing after registration as Professional Nurse with the South African Nursing Council in General Nursing • At least 5 years of the period referred to above must be appropriate/recognizable experience after obtaining the 1 year post basic qualification in the relevant speciality. bbox=[1057, 985, 1555, 1044]
duties-text: Duties: • Design publications of the department like newsletters, annual reports, programmes, posters, print advertisements, pamphlets, banners, etc • Develop guidelines, tools and templates to integrate the brand consistently into core marketing materials of the department • Logo Designs and redraw. Website design, updating and editing • Manage and build assets like brand toyotype, brand colors, etc • Update Corporate Identity Manual ensuring alignment with GCIS guidelines • Work closely with the webmaster in website design and development processes • Interact with external service providers and other publication houses that produce printing work for the department to monitor adherence to the department's corporate identity • Ensure that all directorates, institutions and services providers are complying with the Department of Health Corporate Identity and Branding Manual. bbox=[540, 895, 1038, 966]
enquiries-text: Enquiries: Mr P Kolokoto, Tel. (018) 462-5744 (Dr Kenneth Kaunda District), Mr GN Mabi, Tel. (053) 927-0456 (Dr Ruth Segomotsi Mompati District), Ms M Mokgethi, Tel 018 384-0240 (Ngaka Modiri Molema District), Mr PW Kepadisa, Tel 018 3914279 (Provincial Office), Ms K Leoko, Tel 018 392 0600 (Mmabatho College of Nursing) bbox=[23, 545, 521, 575]
requirements-label: Requirements: bbox=[1057, 1636, 1119, 1646]
enquiries-text: Enquiries: Mr P Kolokoto, Tel (018) 462-5744 bbox=[1057, 241, 1224, 251]
requirements-text: Requirements: • Appropriate Bachelor's degree in Human Resource Management or equivalent qualification • At least 3 years relevant experience in Human Resource Management • Good communication skills and interpersonal relations • Knowledge of relevant Acts, Regulations and Policies • Knowledge of personnel management, PERSAL and Core • Computer Literacy • A valid driver's license. bbox=[1057, 1785, 1555, 1815]
enquiries-text: Enquiries: Ms M Lerumo, Tel (018) 391 4183 bbox=[540, 1627, 705, 1637]
post-title: Assistant Director: Quality Assurance bbox=[167, 1525, 377, 1538]
duties-text: Duties: • Obtain and verify specification • Risk management • Any other duty delegated to the supervisor. bbox=[1057, 114, 1437, 122]
salary-line: Salary: R 356 bbox=[1271, 273, 1340, 286]
vacancy-listing bbox=[1058, 574, 1555, 716]
post-title: Assistant Director: Stakeholder Coordination bbox=[147, 1406, 397, 1420]
requirements-text: Requirements: • Appropriate Bachelor's degree or equivalent qualification with at least 2 years relevant experience in Mental Health • Good knowledge of Mental Health Act, Good communication skills • Ability to communicate in a number of languages will be an advantage • Experience in secretarial and legal work will be an advantage • Computer literacy. bbox=[1057, 175, 1555, 205]
column-3 bbox=[1048, 114, 1555, 2284]
reference-number: • Ref No: K303119/25 • Ditsobotla Sub-District (x1) , Lehurutshe/Zeerust Hospital (x1), Tswaing Sub District (x1), Ratlou Sub District (x1), Rustenburg Sub-District (x1), Madibeng Sub-District (x2), Brits Hospital (x3), Moses Kotane Sub-District (x3) & Kgetleng Sub District (x1) bbox=[30, 146, 514, 183]
vacancy-listing bbox=[1058, 1309, 1555, 1455]
vacancy-columns bbox=[23, 114, 1555, 2284]
duties-label: Duties: bbox=[23, 1335, 54, 1345]
enquiries-label: Enquiries: bbox=[540, 363, 583, 372]
enquiries-text: Enquiries: Mr D Bokaba, Tel (018) 391 4285 bbox=[1057, 1291, 1220, 1301]
duties-text: Duties: • Monitor Vehicle log sheets submission for 4 Districts and consolidate all monthly returns • Monitor Vehicle Management System Interface (VMS) • Consolidate monthly returns, Transaction Reports, and Transport Expenditure • Present a monthly consolidated vehicle performance report • Implementation and Monitoring of Risk Management strategies and respond to Auditor General Response • Ensure regular update asset management, inventory management, records management and management of personnel • Provide training, motivation and conducive environment in terms of Human Resource Management Administration and Maintenance of Pool Vehicles Log Sheet submission, Analysis, Reconciliation of Expenditure Reports, Vehicle Management System Interface Report (VMS) and Transaction Reports, Responsible management of 2 Districts Performance against budget, Risk Management, Internal Control measures • Perform Early Warning Reports and Reconciliation of Transaction Reports. Conduct support visit to districts, conduct training to transport officers, drivers and end users and attend Provincial, District and Departmental Meetings and provide technical advice, support, expertise and feedback and support • Ensure proper Districts Asset Management, Inventory Management and ensure proper Records Management. bbox=[540, 458, 1038, 559]
requirements-label: Requirements: bbox=[1057, 1194, 1118, 1204]
duties-text: Duties: • Oversee implementation of Care and Support programme within the district • Provide supervision to sub-district Project Officers in terms of Care and Support Programme implementation • Monitor and update Care Givers database • Oversee the management and payment of stipend • Assist NGO's with NPO registration • Facilitate linkages of NGO's to Primary Health Care facilities and accredited ART sites • Coordinate community initiatives in the implementation of Care and Support • Check and ensure that all organizations have submitted their reports i.e. monthly, quarterly and annually • Monitor the implementation of the Care and Support programmes at district and sub-district levels. bbox=[23, 824, 521, 884]
post-title: Personal Assistant bbox=[219, 322, 324, 335]
requirements-label: Requirements: bbox=[1057, 618, 1117, 627]
vacancy-listing bbox=[1058, 1741, 1555, 1873]
duties-text: Duties: • Serve as the office manager and assume full responsibility for the corporate image of the office of the Sub-district manager/Chief Executive Officer/Director/Chief Financial Officer • Provide secretarial services and administrative support to the office of the Sub-district manager/Chief Executive Officer/Director/Chief Financial Officer • Organize and manage the Sub-district manager/Chief Executive Officer/Director/Chief Financial Officers daily and weekly schedules • Receive, analyze and interpret correspondence for channeling to appropriate offices as required by the Sub-district manager/Chief Executive Officer/Director/Chief Financial Officer • Establish and maintain a proper filing system and record management procedures • Manage the budget and perform procurement procedures within the office of the Sub-district manager/Chief Executive Officer/Director • Organize meetings, workshops and travelling for the Sub-district manager/Chief Executive Officer/Director/Chief Financial Officer • Assist in the compilation of the written reports and power point presentations • Serve as the official link between the Sub-district/District/Hospital/Directorate/CFOs Office and other Stakeholders. bbox=[23, 441, 521, 541]
reference-number: • Ref No: K303119/45 • Pr bbox=[1246, 453, 1367, 465]
enquiries-label: Enquiries: bbox=[540, 1381, 583, 1390]
enquiries-label: Enquiries: bbox=[23, 994, 66, 1003]
enquiries-label: Enquiries: bbox=[23, 1141, 66, 1151]
requirements-text: Requirements: • Appropriate Bachelor's degree in Epidemiology, Research and Statistics • Post-Graduate qualification in Monitoring, Evaluation and Research will be an added advantage • At least 5 years' relevant experience of which 3 years' in the field of HIV, AIDS, STI's and HAST Programme and 2 years relevant experience in the field of Monitoring, Evaluation and Research • Computer literacy • A valid driver's license. bbox=[23, 1292, 521, 1332]
requirements-label: Requirements: bbox=[540, 1203, 601, 1213]
enquiries-label: Enquiries: bbox=[1057, 1588, 1100, 1597]
enquiries-label: Enquiries: bbox=[23, 888, 66, 897]
reference-number: • Ref No: K303119/47 • Madibeng Sub-District (x2), Rustenburg Sub-District (x2), Moretele Sub-District (x3), Moses Kotane Sub-District (x5) & Kgetleng Sub-District (x1), Ratlou Sub-District (x6) bbox=[1060, 737, 1552, 762]
enquiries-label: Enquiries: bbox=[1057, 1291, 1100, 1301]
duties-label: Duties: bbox=[1057, 1412, 1090, 1421]
requirements-text: Requirements: • Appropriate Bachelor's Degree in Human Resource Management/Public Administration/Management or equivalent qualification • At least 3 years relevant experience in Human Resource Management • Excellent communication (verbal and written) • Excellent interpersonal relations and organizational skills • Excellent knowledge and ability to interpret Human Resource Policies, Prescripts and related legislation • Knowledge of PERSAL, ability to work with confidential information • Excellent ethics demeanor • Knowledge of employee relations and experience of National Core Standards will be an added advantage • Computer literacy • A valid driver's license. bbox=[23, 614, 521, 673]
website-url: www.potchefstroomherald.co.za bbox=[1168, 17, 1504, 42]
